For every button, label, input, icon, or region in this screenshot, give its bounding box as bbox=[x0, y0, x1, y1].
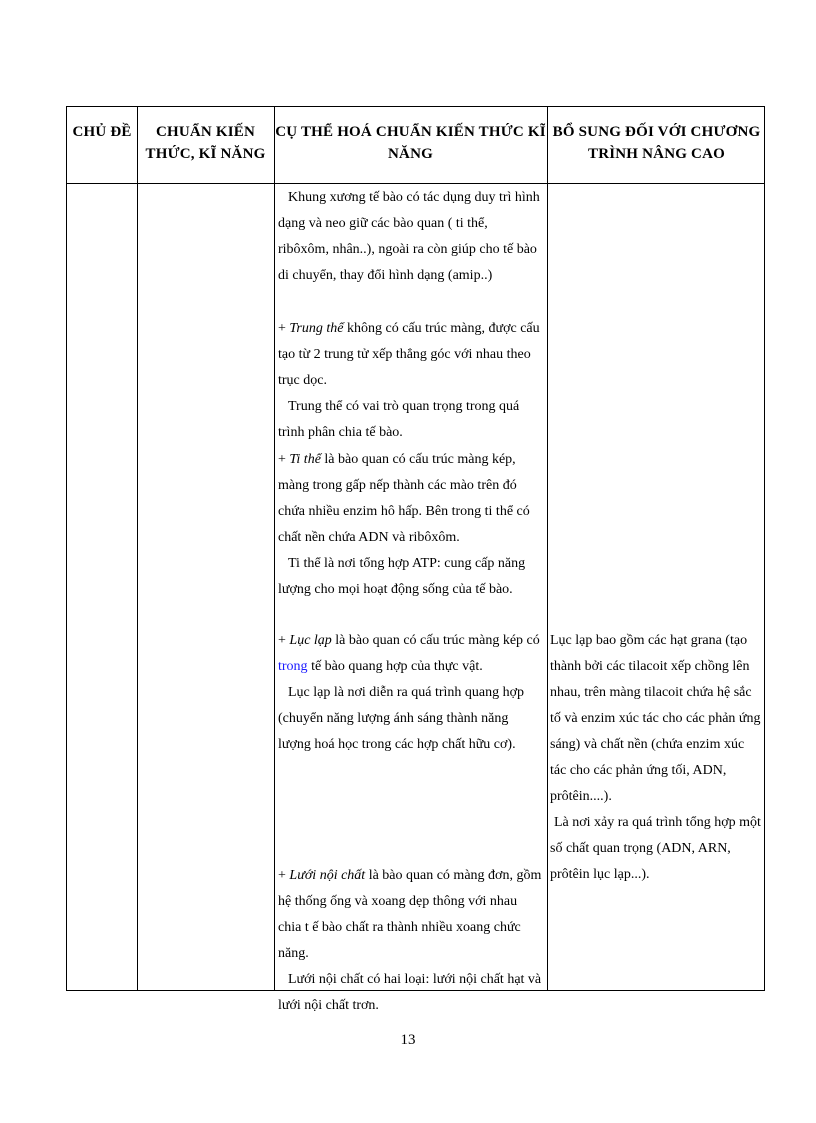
content-table bbox=[66, 106, 765, 1013]
column-divider bbox=[274, 107, 275, 990]
header-divider bbox=[67, 183, 764, 184]
column-divider bbox=[547, 107, 548, 990]
mitochondria-role: Ti thể là nơi tổng hợp ATP: cung cấp năng lượng cho mọi hoạt động sống của tế bào. bbox=[278, 556, 526, 597]
chloroplast-block bbox=[278, 628, 542, 758]
er-types: Lưới nội chất có hai loại: lưới nội chất hạt và lưới nội chất trơn. bbox=[278, 972, 542, 1013]
mitochondria-text: + Ti thể là bào quan có cấu trúc màng kép, màng trong gấp nếp thành các mào trên đó chứa nhiều enzim hô hấp. Bên trong ti thể có chất nền chứa ADN và ribôxôm. bbox=[278, 452, 530, 545]
header-standard: CHUẨN KIẾN THỨC, KĨ NĂNG bbox=[145, 124, 266, 162]
chloroplast-role: Lục lạp là nơi diễn ra quá trình quang hợp (chuyển năng lượng ánh sáng thành năng lượng hoá học trong các hợp chất hữu cơ). bbox=[278, 685, 525, 752]
cytoskeleton-text: Khung xương tế bào có tác dụng duy trì hình dạng và neo giữ các bào quan ( ti thể, ribôxôm, nhân..), ngoài ra còn giúp cho tế bào di chuyển, thay đổi hình dạng (amip..) bbox=[278, 190, 540, 283]
er-block bbox=[278, 863, 542, 1019]
column-divider bbox=[137, 107, 138, 990]
cytoskeleton-block bbox=[278, 185, 542, 289]
advanced-chloroplast-structure: Lục lạp bao gồm các hạt grana (tạo thành bởi các tilacoit xếp chồng lên nhau, trên màng tilacoit chứa hệ sắc tố và enzim xúc tác cho các phản ứng sáng) và chất nền (chứa enzim xúc tác cho các phản ứng tối, ADN, prôtêin....). bbox=[550, 633, 761, 804]
er-term: Lưới nội chất bbox=[289, 868, 366, 883]
mitochondria-term: Ti thể bbox=[289, 452, 321, 467]
highlighted-word: trong bbox=[278, 659, 308, 674]
header-advanced: BỔ SUNG ĐỐI VỚI CHƯƠNG TRÌNH NÂNG CAO bbox=[552, 124, 761, 162]
header-details: CỤ THỂ HOÁ CHUẨN KIẾN THỨC KĨ NĂNG bbox=[275, 124, 546, 162]
centrosome-term: Trung thể bbox=[289, 321, 344, 336]
er-text: + Lưới nội chất là bào quan có màng đơn, gồm hệ thống ống và xoang dẹp thông với nhau chia t ế bào chất ra thành nhiều xoang chức năng. bbox=[278, 868, 542, 961]
centrosome-role: Trung thể có vai trò quan trọng trong quá trình phân chia tế bào. bbox=[278, 399, 520, 440]
centrosome-block bbox=[278, 316, 542, 446]
header-topic: CHỦ ĐỀ bbox=[72, 124, 132, 140]
chloroplast-text: + Lục lạp là bào quan có cấu trúc màng kép có trong tế bào quang hợp của thực vật. bbox=[278, 633, 540, 674]
advanced-block bbox=[550, 628, 762, 888]
chloroplast-term: Lục lạp bbox=[289, 633, 332, 648]
centrosome-text: + Trung thể không có cấu trúc màng, được cấu tạo từ 2 trung tử xếp thẳng góc với nhau theo trục dọc. bbox=[278, 321, 540, 388]
mitochondria-block bbox=[278, 447, 542, 603]
advanced-chloroplast-function: Là nơi xảy ra quá trình tổng hợp một số chất quan trọng (ADN, ARN, prôtêin lục lạp...). bbox=[550, 815, 761, 882]
page-number: 13 bbox=[400, 1032, 416, 1048]
